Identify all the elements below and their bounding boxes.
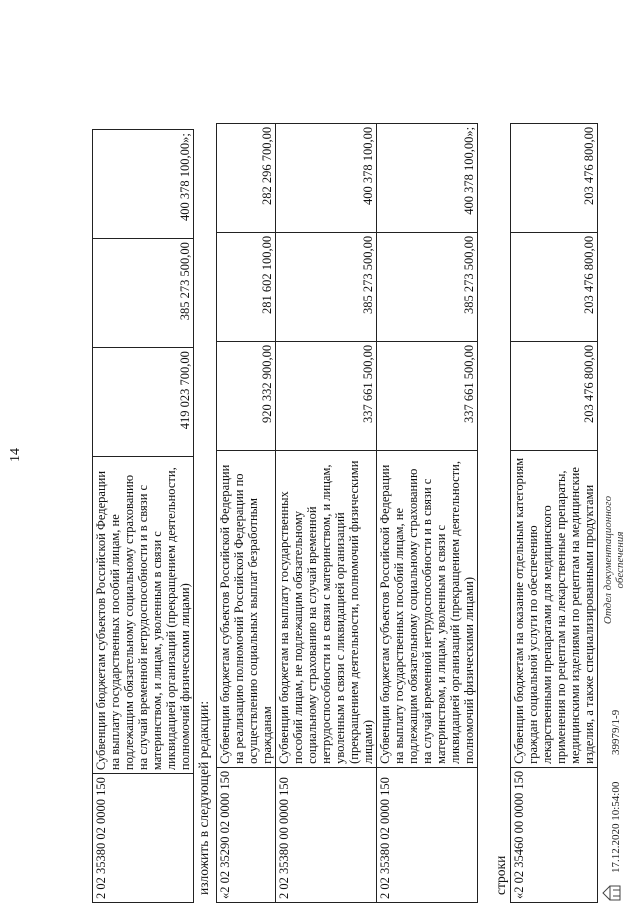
page-number: 14 xyxy=(8,448,23,462)
row-value-1: 203 476 800,00 xyxy=(511,341,598,450)
row-name: Субвенции бюджетам на оказание отдельным категориям граждан социальной услуги по обеспечению лекарственными препаратами для медицинского применения по рецептам на лекарственные препараты, медицинскими изделиями по рецептам на медицинские изделия, а также специализированными продуктами xyxy=(511,450,598,767)
row-name: Субвенции бюджетам субъектов Российской Федерации на реализацию полномочий Российской Федерации по осуществлению социальных выплат безработным гражданам xyxy=(217,450,276,767)
row-value-2: 385 273 500,00 xyxy=(93,239,194,348)
department-stamp xyxy=(602,485,626,635)
row-code: 2 02 35380 00 0000 150 xyxy=(276,767,377,902)
row-name: Субвенции бюджетам на выплату государственных пособий лицам, не подлежащим обязательному социальному страхованию на случай временной нетрудоспособности и в связи с материнством, и лицам, уволенным в связи с ликвидацией организаций (прекращением деятельности, полномочий физическими лицами) xyxy=(276,450,377,767)
row-name: Субвенции бюджетам субъектов Российской Федерации на выплату государственных пособий лицам, не подлежащим обязательному социальному страхованию на случай временной нетрудоспособности и в связи с материнством, и лицам, уволенным в связи с ликвидацией организаций (прекращением деятельности, полномочий физическими лицами) xyxy=(377,450,478,767)
row-value-1: 337 661 500,00 xyxy=(276,341,377,450)
row-value-3: 400 378 100,00 xyxy=(276,123,377,232)
row-code: 2 02 35380 02 0000 150 xyxy=(93,774,194,903)
table-row xyxy=(377,123,478,902)
instruction-redaction: изложить в следующей редакции: xyxy=(196,700,211,895)
table-row xyxy=(511,123,598,902)
row-value-1: 920 332 900,00 xyxy=(217,341,276,450)
instruction-rows: строки xyxy=(493,855,508,895)
stamp-line-1: Отдел документационного xyxy=(602,495,614,625)
row-value-2: 203 476 800,00 xyxy=(511,232,598,341)
row-name: Субвенции бюджетам субъектов Российской Федерации на выплату государственных пособий лицам, не подлежащим обязательному социальному страхованию на случай временной нетрудоспособности и в связи с материнством, и лицам, уволенным в связи с ликвидацией организаций (прекращением деятельности, полномочий физическими лицами) xyxy=(93,457,194,774)
row-value-1: 419 023 700,00 xyxy=(93,348,194,457)
footer-doc-number: 39979/1-9 xyxy=(610,709,622,755)
row-value-2: 385 273 500,00 xyxy=(377,232,478,341)
row-code: 2 02 35380 02 0000 150 xyxy=(377,767,478,902)
row-value-3: 400 378 100,00»; xyxy=(377,123,478,232)
footer-timestamp: 17.12.2020 10:54:00 xyxy=(610,781,622,873)
row-value-2: 281 602 100,00 xyxy=(217,232,276,341)
row-value-3: 282 296 700,00 xyxy=(217,123,276,232)
row-value-3: 400 378 100,00»; xyxy=(93,130,194,239)
stamp-line-2: обеспечения xyxy=(614,531,626,589)
row-value-1: 337 661 500,00 xyxy=(377,341,478,450)
logo-icon xyxy=(600,883,624,903)
table-row xyxy=(276,123,377,902)
row-value-2: 385 273 500,00 xyxy=(276,232,377,341)
row-value-3: 203 476 800,00 xyxy=(511,123,598,232)
table-next-row xyxy=(510,123,598,903)
row-code: «2 02 35460 00 0000 150 xyxy=(511,767,598,902)
table-row xyxy=(217,123,276,902)
table-row xyxy=(93,130,194,903)
row-code: «2 02 35290 02 0000 150 xyxy=(217,767,276,902)
table-previous-row xyxy=(92,129,194,903)
table-new-rows xyxy=(216,123,478,903)
